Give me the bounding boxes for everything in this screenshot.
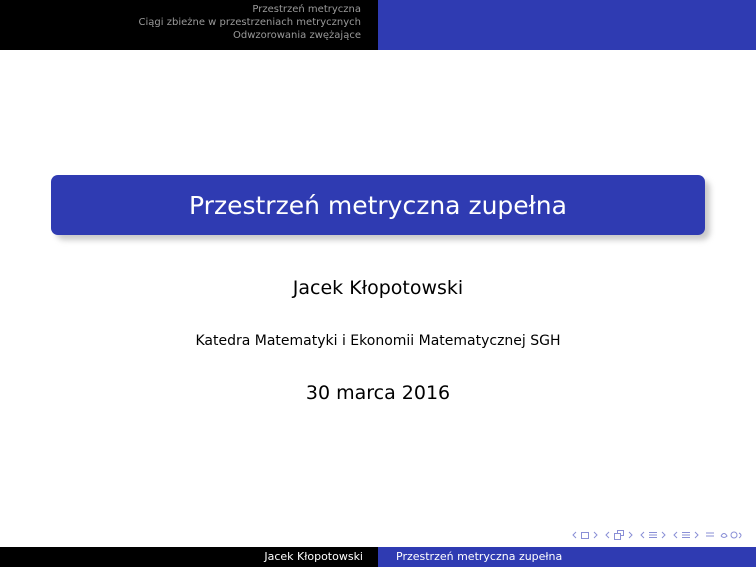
navigation-symbols: [571, 527, 744, 543]
arrow-left-icon[interactable]: [604, 530, 611, 540]
author-name: Jacek Kłopotowski: [292, 277, 464, 299]
appendix-nav: [705, 530, 715, 540]
subsection-nav: [604, 529, 634, 541]
search-icon[interactable]: [720, 530, 744, 540]
arrow-right-icon[interactable]: [627, 530, 634, 540]
frame-nav: [571, 530, 599, 540]
header-bar-right: [378, 0, 756, 50]
presentation-title: Przestrzeń metryczna zupełna: [189, 190, 567, 220]
footer-author: Jacek Kłopotowski: [0, 547, 378, 567]
arrow-right-icon[interactable]: [592, 530, 599, 540]
subsubsection-nav-icon[interactable]: [681, 530, 691, 540]
subsection-nav-icon[interactable]: [613, 529, 625, 541]
subsubsection-nav: [672, 530, 700, 540]
arrow-right-icon[interactable]: [660, 530, 667, 540]
header-section-3[interactable]: Odwzorowania zwężające: [232, 30, 361, 41]
arrow-left-icon[interactable]: [639, 530, 646, 540]
presentation-date: 30 marca 2016: [305, 382, 451, 404]
arrow-left-icon[interactable]: [672, 530, 679, 540]
frame-nav-icon[interactable]: [580, 530, 590, 540]
arrow-left-icon[interactable]: [571, 530, 578, 540]
search-nav: [720, 530, 744, 540]
header-navigation: [0, 0, 378, 50]
footer-title: Przestrzeń metryczna zupełna: [378, 547, 756, 567]
section-nav-icon[interactable]: [648, 530, 658, 540]
header-section-1[interactable]: Przestrzeń metryczna: [252, 4, 361, 15]
institute: Katedra Matematyki i Ekonomii Matematycznej SGH: [195, 333, 561, 349]
arrow-right-icon[interactable]: [693, 530, 700, 540]
appendix-icon[interactable]: [705, 530, 715, 540]
header-section-2[interactable]: Ciągi zbieżne w przestrzeniach metrycznych: [138, 17, 361, 28]
section-nav: [639, 530, 667, 540]
title-block: [51, 175, 705, 235]
